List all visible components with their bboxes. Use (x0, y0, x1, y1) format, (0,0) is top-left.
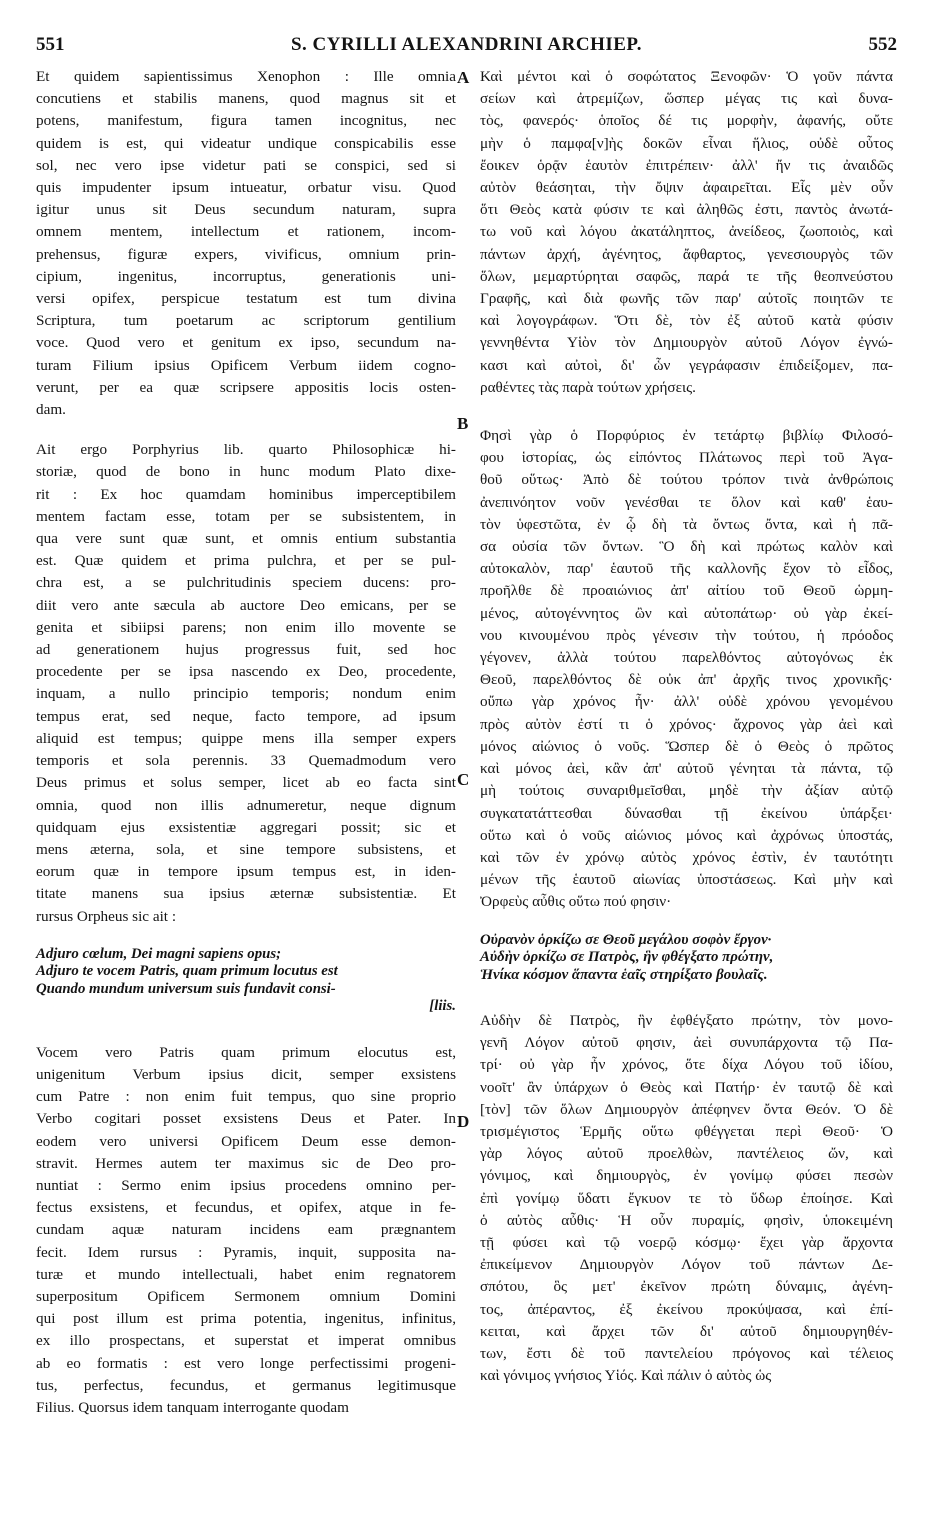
text-line: ὅλων, μεμαρτύρηται σαφῶς, παρά τε τῆς θεοπνεύστου (480, 267, 893, 285)
verse-line: Adjuro cœlum, Dei magni sapiens opus; (36, 945, 282, 962)
spacer (36, 1016, 456, 1042)
text-line: ex illo prospectans, et superstat et imperat omnibus (36, 1332, 456, 1350)
latin-column (36, 66, 456, 1419)
text-line: chra est, a se pulchritudinis speciem ducens: pro- (36, 574, 456, 592)
text-line: versi opifex, perspicue testatum est tum divina (36, 290, 456, 308)
text-line: προῆλθε δὲ προαιώνιος ἀπ' αἰτίου τοῦ Θεοῦ ὡρμη- (480, 582, 893, 600)
margin-letter-a: A (457, 68, 470, 87)
text-line: Deus primus et solus semper, licet ab eo facta sint (36, 774, 456, 792)
text-line: inquam, a nullo principio temporis; nondum enim (36, 685, 456, 703)
text-line: fecit. Idem rursus : Pyramis, inquit, supposita na- (36, 1243, 456, 1261)
text-line: Γραφῆς, καὶ διὰ φωνῆς τῶν παρ' αὐτοῖς ποιητῶν τε (480, 290, 893, 308)
text-line: [τὸν] τῶν ὅλων Δημιουργὸν ἀπέφηνεν ὄντα Θεόν. Ὁ δὲ (480, 1100, 893, 1118)
text-line: γὰρ λόγος αὐτοῦ προελθὼν, παντέλειος ὤν, καὶ (480, 1145, 893, 1163)
text-line: eorum quæ in tempore ipsum tempus est, in iden- (36, 863, 456, 881)
text-line: καὶ τῶν ἐν χρόνῳ αὐτὸς χρόνος ἐστὶν, ἐν ταυτότητι (480, 848, 893, 866)
verse-line: [liis. (429, 998, 456, 1015)
margin-letter-d: D (457, 1112, 470, 1131)
text-line: καὶ μόνος ἀεὶ, κἂν ἀπ' αὐτοῦ γένηται τὰ πάντα, τῷ (480, 760, 893, 778)
text-line: τος, ἀπέραντος, ἐξ ἐκείνου προκύψασα, καὶ ἐπί- (480, 1300, 893, 1318)
text-line: cum Patre : non enim fuit tempus, quo sine proprio (36, 1088, 456, 1106)
verse-line: Αὐδὴν ὁρκίζω σε Πατρὸς, ἣν φθέγξατο πρώτην, (480, 949, 774, 966)
text-line: οὕτω καὶ ὁ νοῦς αἰώνιος μόνος καὶ ἀχρόνως ὑποστάς, (480, 826, 893, 844)
text-line: eodem vero universi Opificem Deum esse demon- (36, 1132, 456, 1150)
text-line: Vocem vero Patris quam primum elocutus est, (36, 1043, 456, 1061)
text-line: τὸν ὑφεστῶτα, ἐν ᾧ δὴ τὰ ὄντως ὄντα, καὶ ἡ πᾶ- (480, 515, 893, 533)
text-line: omnia, quod non illis adnumeretur, neque dignum (36, 796, 456, 814)
text-line: rit : Ex hoc quamdam hominibus imperceptibilem (36, 485, 456, 503)
latin-paragraph-1 (36, 66, 456, 421)
text-line: τῇ φύσει καὶ τῷ νοερῷ κόσμῳ· ἔχει γὰρ ἄρχοντα (480, 1234, 893, 1252)
text-line: μὴν ὁ παμφα[ν]ὴς δοκῶν εἶναι ἥλιος, οὐδὲ οὗτος (480, 134, 893, 152)
text-line: storiæ, quod de bono in hunc modum Plato dixe- (36, 463, 456, 481)
text-line: τρισμέγιστος Ἑρμῆς οὕτω φθέγγεται περὶ Θεοῦ· Ὁ (480, 1123, 893, 1141)
text-line: Filius. Quorsus idem tanquam interrogante quodam (36, 1398, 349, 1416)
text-line: κασι καὶ αὐτοὶ, δι' ὧν γεγράφασιν ἐπιδείξομεν, πα- (480, 356, 893, 374)
text-line: ad generationem hujus progressus fuit, sed hoc (36, 641, 456, 659)
text-line: est. Quæ quidem et prima pulchra, et per se pul- (36, 552, 456, 570)
greek-paragraph-3 (480, 1010, 893, 1387)
latin-verse (36, 946, 456, 1016)
text-line: μὴ τούτοις συναριθμεῖσθαι, μηδὲ τὴν ἀξίαν αὐτῷ (480, 782, 893, 800)
spacer (480, 984, 893, 1010)
text-line: συγκατατάττεσθαι δύνασθαι τῇ ἐκείνου ὑπάρξει· (480, 804, 893, 822)
text-line: τρί· οὐ γὰρ ἦν χρόνος, ὅτε δίχα Λόγου τοῦ ἰδίου, (480, 1056, 893, 1074)
text-line: qui post illum est prima potentia, ingenitus, infinitus, (36, 1310, 456, 1328)
text-line: μένος, αὐτογέννητος ὢν καὶ αὐτοπάτωρ· οὐ γὰρ ἐκεί- (480, 604, 893, 622)
text-line: ab eo formatis : est vero longe perfectissimi progeni- (36, 1354, 456, 1372)
text-line: turæ et mundo intellectuali, habet enim regnatorem (36, 1265, 456, 1283)
verse-line: Οὐρανὸν ὁρκίζω σε Θεοῦ μεγάλου σοφὸν ἔργον· (480, 931, 772, 948)
text-line: τὸς, φανερός· ὁποῖος δέ τις μορφὴν, ἀφανής, οὔτε (480, 112, 893, 130)
spacer (480, 914, 893, 932)
text-line: Ὀρφεὺς αὖθις οὕτω πού φησιν· (480, 893, 672, 911)
text-line: ἐπὶ γονίμῳ ὕδατι ἔγκυον τε τὸ ὕδωρ ἐποίησε. Καὶ (480, 1189, 893, 1207)
text-line: Verbo cogitari posset exsistens Deus et Pater. In (36, 1110, 456, 1128)
latin-paragraph-3 (36, 1042, 456, 1419)
text-line: γεννηθέντα Υἱὸν τὸν Δημιουργὸν αὐτοῦ Λόγον ἐγνώ- (480, 334, 893, 352)
text-line: mentem factam esse, totam per se subsistentem, in (36, 507, 456, 525)
text-line: titate manens sua ipsius æternæ subsistentiæ. Et (36, 885, 456, 903)
latin-paragraph-2 (36, 439, 456, 927)
text-line: σα οὐσία τῶν ὄντων. Ὃ δὴ καὶ πρώτως καλὸν καὶ (480, 538, 893, 556)
text-line: πάντων ἀρχή, ἀγένητος, ἄφθαρτος, γενεσιουργὸς τῶν (480, 245, 893, 263)
text-line: σείων καὶ ἀτρεμίζων, ὥσπερ μέγας τις καὶ δυνα- (480, 90, 893, 108)
text-line: νοοῖτ' ἂν ὑπάρχων ὁ Θεὸς καὶ Πατήρ· ἐν ταυτῷ δὲ καὶ (480, 1078, 893, 1096)
page-number-left: 551 (36, 34, 65, 55)
text-line: Θεοῦ, παρελθόντος δὲ οὐκ ἀπ' ἀρχῆς τινος χρονικῆς· (480, 671, 893, 689)
text-line: verunt, per ea quæ scripsere appositis locis osten- (36, 378, 456, 396)
spacer (480, 399, 893, 425)
text-line: cipium, ingenitus, incorruptus, generationis uni- (36, 267, 456, 285)
text-line: quidem is est, qui videatur undique conspicabilis esse (36, 134, 456, 152)
text-line: αὐτὸν θεάσηται, τὴν ὄψιν ἀφαιρεῖται. Εἷς μὲν οὖν (480, 179, 893, 197)
text-line: quidquam ejus exsistentiæ aggregari possit; sic et (36, 818, 456, 836)
text-line: qua vere sunt quæ sunt, et omnis entium substantia (36, 530, 456, 548)
verse-line: Adjuro te vocem Patris, quam primum locutus est (36, 963, 338, 980)
text-line: stravit. Hermes autem ter maximus sic de Deo pro- (36, 1154, 456, 1172)
text-line: tempus erat, sed neque, facto tempore, ad ipsum (36, 707, 456, 725)
text-line: concutiens et stabilis manens, quod magnus sit et (36, 90, 456, 108)
text-line: φου ἱστορίας, ὡς εἰπόντος Πλάτωνος περὶ τοῦ Ἀγα- (480, 449, 893, 467)
text-line: potens, manifestum, figura tamen incognitus, nec (36, 112, 456, 130)
text-line: Ait ergo Porphyrius lib. quarto Philosophicæ hi- (36, 441, 456, 459)
spacer (36, 928, 456, 946)
text-line: καὶ γόνιμος γνήσιος Υἱός. Καὶ πάλιν ὁ αὐτὸς ὡς (480, 1367, 772, 1385)
text-line: Scriptura, tum poetarum ac scriptorum gentilium (36, 312, 456, 330)
text-line: πρὸς αὐτὸν ἐστί τι ὁ χρόνος· ἄχρονος γὰρ ἀεὶ καὶ (480, 715, 893, 733)
greek-paragraph-2 (480, 425, 893, 913)
text-line: νου κινουμένου πρὸς γένεσιν τὴν τούτου, ἡ πρόοδος (480, 626, 893, 644)
text-line: γόνιμος, καὶ δημιουργὸς, ἐν γονίμῳ φύσει πεσὼν (480, 1167, 893, 1185)
text-line: prehensus, figuræ expers, vivificus, omnium prin- (36, 245, 456, 263)
text-line: τω νοῦ καὶ λόγου ἀκατάληπτος, ἀνείδεος, ζωοποιὸς, καὶ (480, 223, 893, 241)
text-line: tus, perfectus, fecundus, et germanus legitimusque (36, 1376, 456, 1394)
text-line: diit vero ante sæcula ab auctore Deo emicans, per se (36, 596, 456, 614)
text-line: unigenitum Verbum ipsius dicit, semper exsistens (36, 1065, 456, 1083)
text-line: ἔοικεν ὁρᾷν ἑαυτὸν ἐπιτρέπειν· ἀλλ' ἤν τις ἀναιδῶς (480, 156, 893, 174)
margin-letter-c: C (457, 770, 470, 789)
text-line: turam Filium ipsius Opificem Verbum iidem cogno- (36, 356, 456, 374)
text-line: κειται, καὶ ἄρχει τῶν δι' αὐτοῦ δημιουργηθέν- (480, 1322, 893, 1340)
running-title: S. CYRILLI ALEXANDRINI ARCHIEP. (290, 34, 643, 55)
text-line: mens æterna, sola, et sine tempore subsistens, et (36, 840, 456, 858)
text-line: rursus Orpheus sic ait : (36, 907, 177, 925)
text-line: Φησὶ γὰρ ὁ Πορφύριος ἐν τετάρτῳ βιβλίῳ Φιλοσό- (480, 427, 893, 445)
text-line: ἐπικείμενον Δημιουργὸν Λόγον τοῦ πάντων Δε- (480, 1256, 893, 1274)
text-line: ὅτι Θεὸς κατὰ φύσιν τε καὶ ἀληθῶς ἐστι, παντὸς ἀνωτά- (480, 201, 893, 219)
spacer (36, 421, 456, 439)
text-line: superpositum Opificem Sermonem omnium Domini (36, 1287, 456, 1305)
text-line: cundam aquæ naturam incidens eam prægnantem (36, 1221, 456, 1239)
greek-column (480, 66, 893, 1387)
text-line: αὐτοκαλὸν, παρ' ἑαυτοῦ τῆς καλλονῆς ἔχον τὸ εἶδος, (480, 560, 893, 578)
running-header (36, 34, 897, 62)
margin-letter-b: B (457, 414, 469, 433)
text-line: Αὐδὴν δὲ Πατρὸς, ἣν ἐφθέγξατο πρώτην, τὸν μονο- (480, 1012, 893, 1030)
text-line: temporis et sola perennis. 33 Quemadmodum vero (36, 752, 456, 770)
text-line: των, ἔστι δὲ τοῦ παντελείου πρόγονος καὶ τέλειος (480, 1345, 893, 1363)
text-line: nuntiat : Sermo enim ipsius procedens omnino per- (36, 1176, 456, 1194)
text-line: γενῆ Λόγον αὐτοῦ φησιν, ἀεὶ συνυπάρχοντα τῷ Πα- (480, 1034, 893, 1052)
text-line: Καὶ μέντοι καὶ ὁ σοφώτατος Ξενοφῶν· Ὁ γοῦν πάντα (480, 68, 893, 85)
greek-paragraph-1 (480, 66, 893, 399)
text-line: σπότου, ὃς μετ' ἐκεῖνον πρώτη δύναμις, ἀγένη- (480, 1278, 893, 1296)
text-line: ραθέντες τὰς παρὰ τούτων χρήσεις. (480, 378, 696, 396)
text-line: fectus exsistens, et fecundus, et opifex, atque in fe- (36, 1199, 456, 1217)
text-line: ἀνεπινόητον νοῦν γενέσθαι τε ὅλον καὶ καθ' ἑαυ- (480, 493, 893, 511)
verse-line: Ἡνίκα κόσμον ἅπαντα ἑαῖς στηρίξατο βουλαῖς. (480, 966, 768, 983)
text-line: μόνος αἰώνιος ὁ νοῦς. Ὥσπερ δὲ ὁ Θεὸς ὁ πρῶτος (480, 737, 893, 755)
page-number-right: 552 (868, 34, 897, 55)
text-line: καὶ λογογράφων. Ὅτι δὲ, τὸν ἐξ αὐτοῦ κατὰ φύσιν (480, 312, 893, 330)
text-line: omnem mentem, intellectum et rationem, incom- (36, 223, 456, 241)
text-line: ὁ αὐτὸς αὖθις· Ἡ οὖν πυραμίς, φησὶν, ὑποκειμένη (480, 1211, 893, 1229)
text-line: Et quidem sapientissimus Xenophon : Ille omnia (36, 68, 456, 85)
text-line: genita et sibiipsi parens; non enim illo movente se (36, 618, 456, 636)
text-line: γέγονεν, ἀλλὰ τούτου παρελθόντος αὐτογόνως ἐκ (480, 649, 893, 667)
verse-line: Quando mundum universum suis fundavit consi- (36, 980, 336, 997)
text-line: sol, nec vero ipse videtur pati se conspici, sed si (36, 156, 456, 174)
text-line: igitur unus sit Deus secundum naturam, supra (36, 201, 456, 219)
text-line: quis impudenter ipsum intueatur, orbatur visu. Quod (36, 179, 456, 197)
text-line: voce. Quod vero et genitum ex ipso, secundum na- (36, 334, 456, 352)
text-line: dam. (36, 401, 66, 419)
greek-verse (480, 932, 893, 985)
text-line: οὔπω γὰρ χρόνος ἦν· ἀλλ' οὐδὲ χρόνου γενομένου (480, 693, 893, 711)
text-line: procedente per se ipsa nascendo ex Deo, procedente, (36, 663, 456, 681)
text-line: μένων τῆς ἑαυτοῦ αἰωνίας ὑποστάσεως. Καὶ μὴν καὶ (480, 871, 893, 889)
text-line: θοῦ οὕτως· Ἀπὸ δὲ τούτου τρόπον τινὰ ἀνθρώποις (480, 471, 893, 489)
text-line: aliquid est tempus; quippe mens illa semper expers (36, 729, 456, 747)
